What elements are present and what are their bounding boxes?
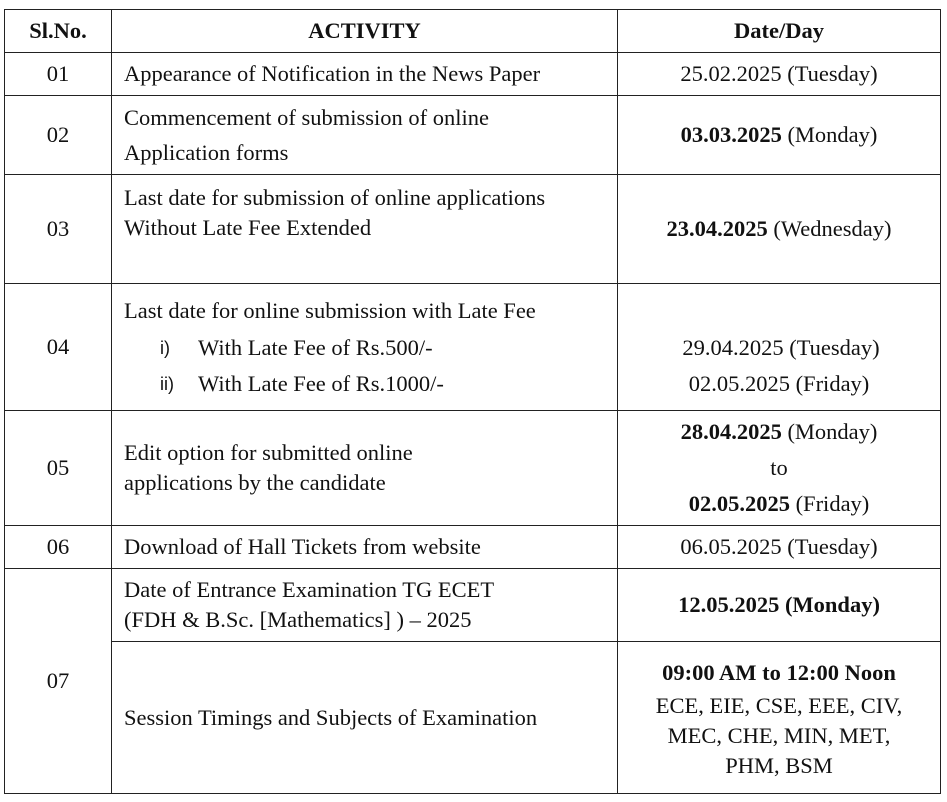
table-row [5,175,941,284]
session-details [618,642,941,794]
table-row [5,411,941,526]
date-value: 28.04.2025 [680,419,782,444]
item-text: With Late Fee of Rs.500/- [198,335,433,360]
activity-line: Commencement of submission of online [124,105,489,130]
session-time: 09:00 AM to 12:00 Noon [662,659,896,685]
sl-no: 03 [5,175,112,284]
activity: Appearance of Notification in the News Paper [112,53,618,96]
sl-no: 04 [5,284,112,411]
activity-line: Application forms [124,140,289,165]
activity [112,284,618,411]
schedule-table [4,9,941,794]
activity-line: Last date for submission of online applications [124,185,546,210]
activity-line: Edit option for submitted online [124,440,413,465]
activity-line: Without Late Fee Extended [124,215,372,240]
activity-line: (FDH & B.Sc. [Mathematics] ) – 2025 [124,607,472,632]
date-value: 29.04.2025 (Tuesday) [682,335,880,360]
subjects-line: MEC, CHE, MIN, MET, [667,722,891,748]
item-number: ii) [160,374,174,394]
table-row [5,526,941,569]
sl-no: 02 [5,96,112,175]
table-row [5,284,941,411]
activity [112,411,618,526]
date-from [618,414,940,450]
day-value: (Monday) [781,122,878,147]
activity [112,569,618,642]
sl-no: 06 [5,526,112,569]
date-to-separator: to [770,455,788,480]
activity: Download of Hall Tickets from website [112,526,618,569]
day-value: (Friday) [789,491,870,516]
subjects-line: PHM, BSM [725,752,833,778]
activity-line: applications by the candidate [124,470,386,495]
table-row [5,569,941,642]
list-item [124,330,617,366]
date-value: 02.05.2025 (Friday) [688,371,870,396]
sl-no: 07 [5,569,112,794]
date: 25.02.2025 (Tuesday) [618,53,941,96]
date: 06.05.2025 (Tuesday) [618,526,941,569]
date-value: 03.03.2025 [680,122,782,147]
table-row [5,53,941,96]
date-value: 02.05.2025 [688,491,790,516]
item-number: i) [160,338,170,358]
activity-line: Date of Entrance Examination TG ECET [124,577,495,602]
table-row [5,96,941,175]
day-value: (Monday) [781,419,878,444]
header-sl-no: Sl.No. [5,10,112,53]
table-row [5,642,941,794]
header-date-day: Date/Day [618,10,941,53]
date [618,96,941,175]
header-row [5,10,941,53]
day-value: (Wednesday) [767,216,892,241]
item-text: With Late Fee of Rs.1000/- [198,371,444,396]
date-value: 23.04.2025 [666,216,768,241]
activity [112,175,618,284]
activity: Session Timings and Subjects of Examination [112,642,618,794]
date-until [618,486,940,522]
sl-no: 05 [5,411,112,526]
subjects-line: ECE, EIE, CSE, EEE, CIV, [655,692,903,718]
date [618,284,941,411]
exam-date: 12.05.2025 (Monday) [618,569,941,642]
activity [112,96,618,175]
activity-line: Last date for online submission with Late Fee [124,298,536,323]
header-activity: ACTIVITY [112,10,618,53]
date [618,411,941,526]
list-item [124,366,617,402]
sl-no: 01 [5,53,112,96]
date [618,175,941,284]
